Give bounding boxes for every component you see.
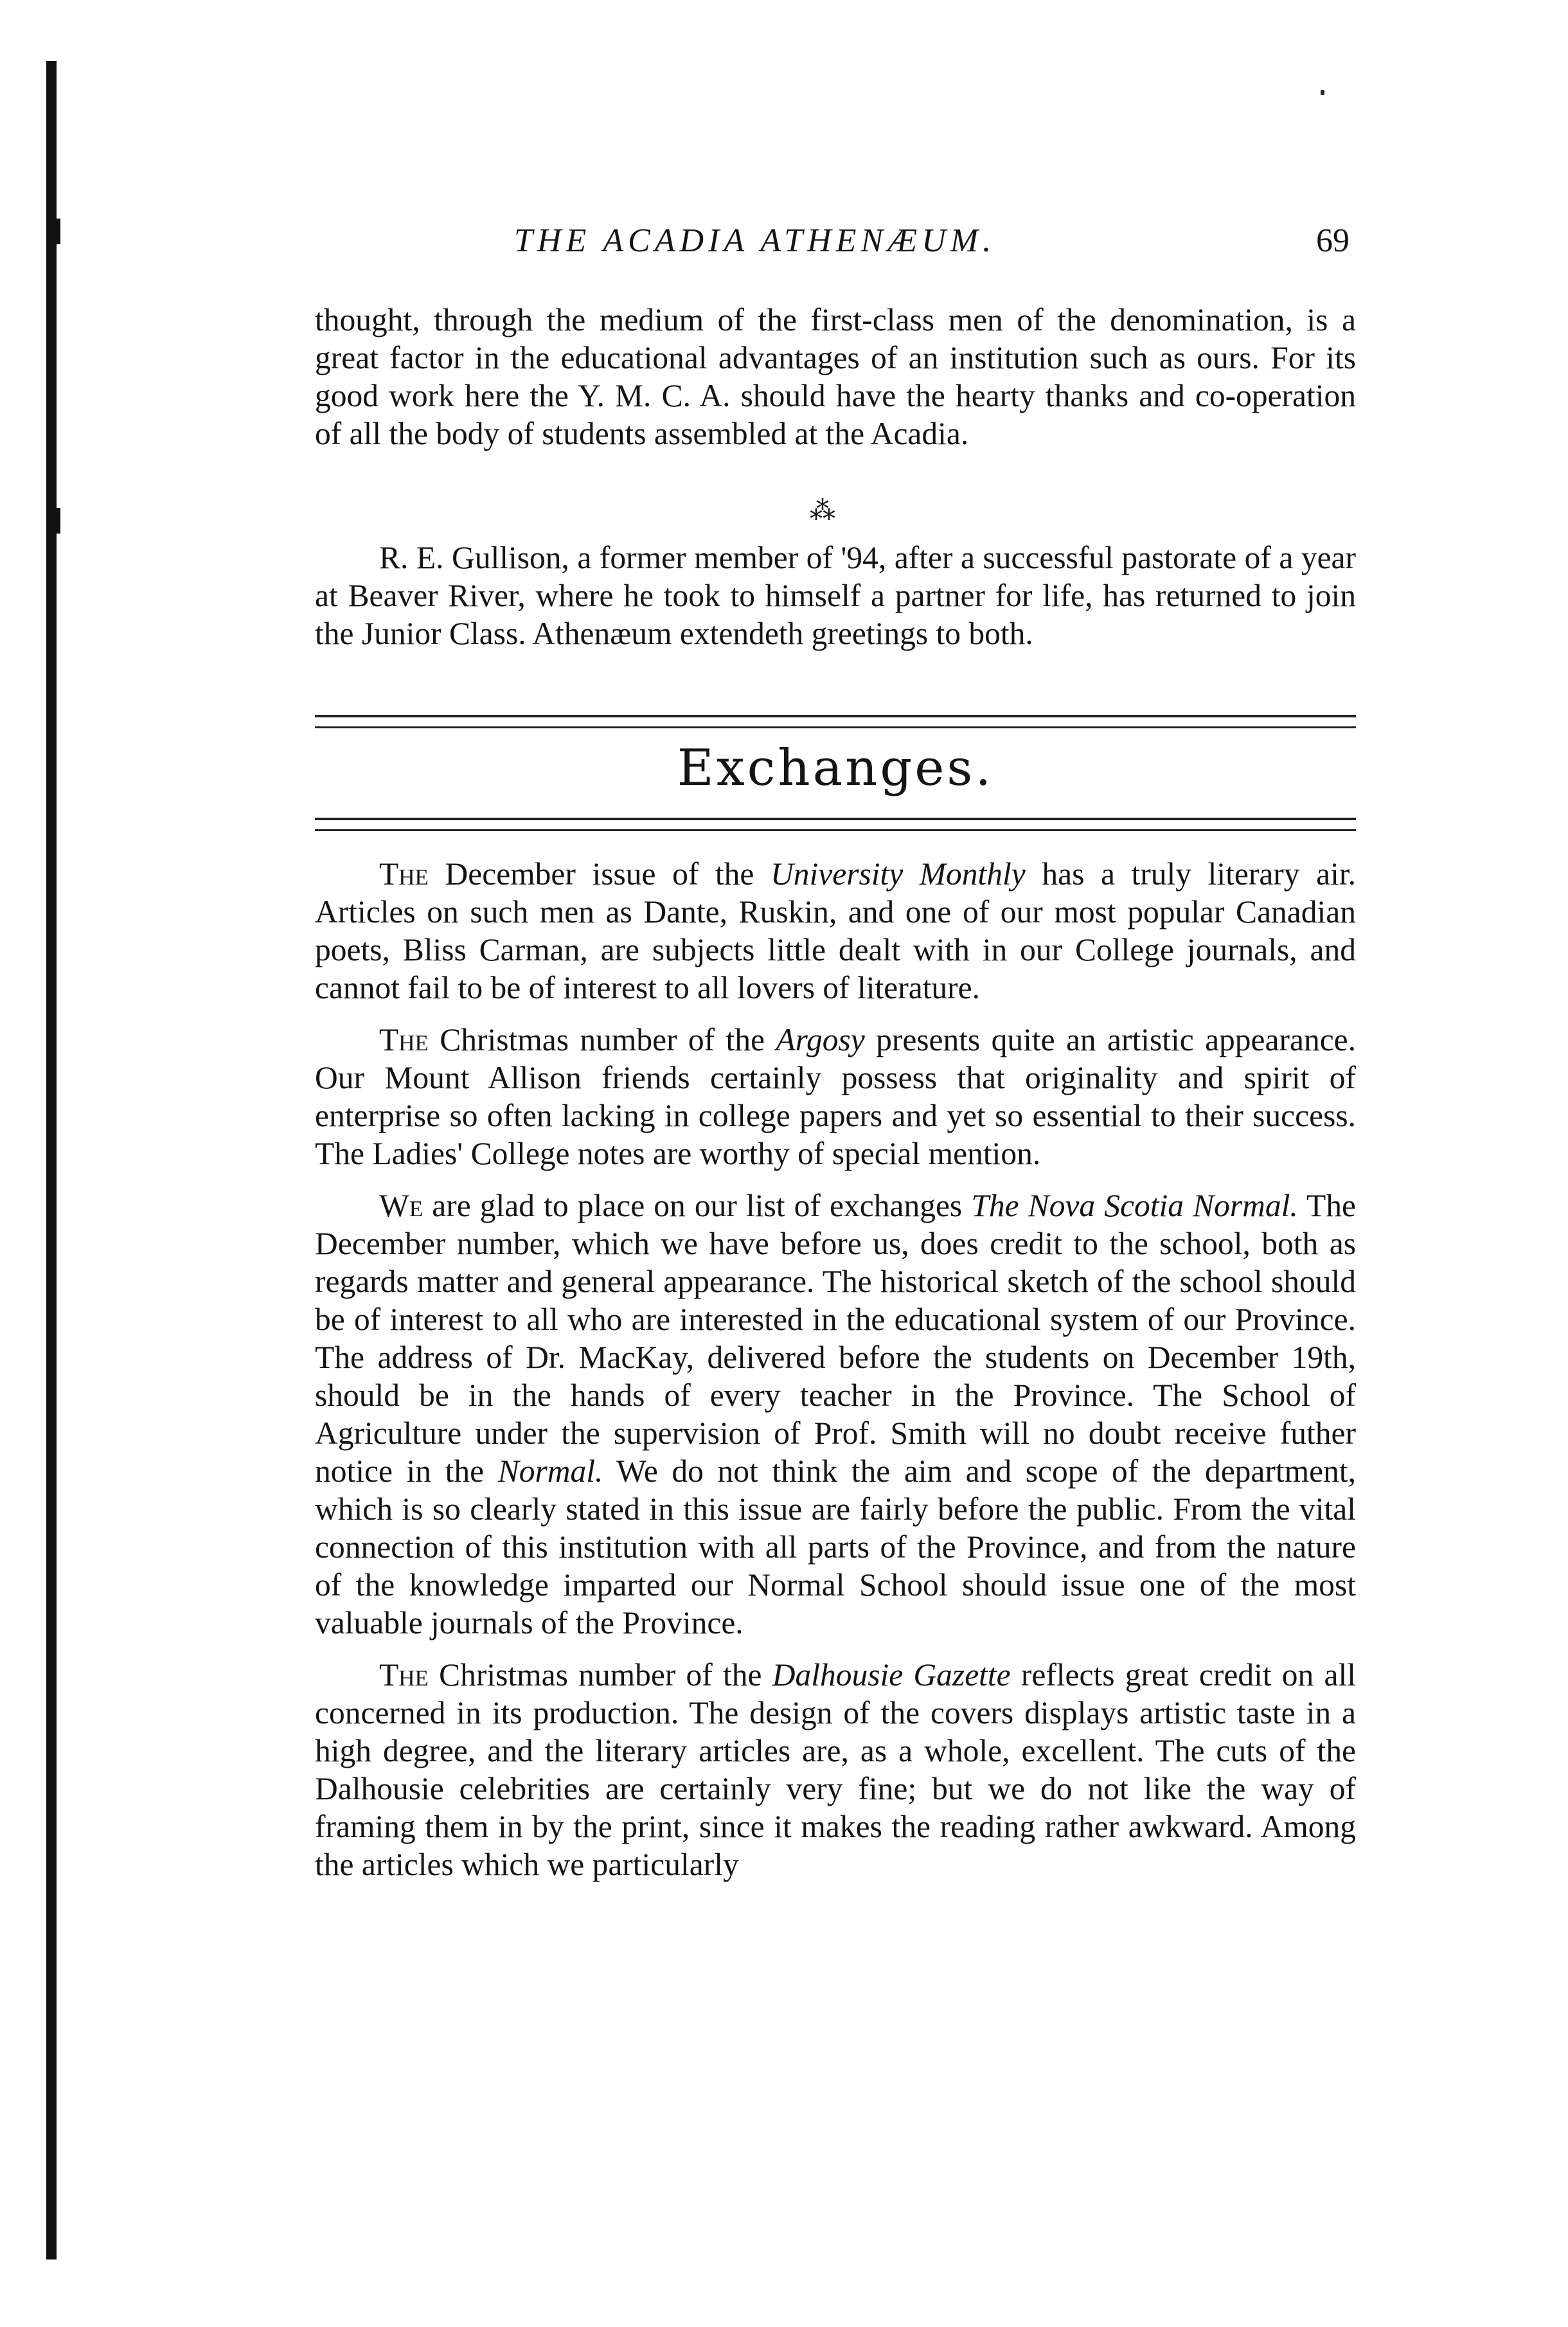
section-rule-bottom	[315, 818, 1356, 831]
running-title: THE ACADIA ATHENÆUM.	[514, 222, 996, 259]
paragraph-university-monthly	[315, 855, 1356, 1007]
paragraph-text: presents quite an artistic appearance. Our Mount Allison friends certainly possess that originality and spirit of enterprise so often lacking in college papers and yet so essential to their success. The Ladies' College notes are worthy of special mention.	[315, 1022, 1357, 1171]
section-rule-top	[315, 715, 1356, 728]
paragraph-text: Christmas number of the	[428, 1022, 776, 1057]
scan-speck	[1321, 90, 1324, 95]
journal-title: The Nova Scotia Normal.	[971, 1188, 1298, 1223]
paragraph-gullison	[315, 539, 1356, 652]
paragraph-text: The December number, which we have before us, does credit to the school, both as regards matter and general appearance. The historical sketch of the school should be of interest to all who are interested in the educational system of our Province. The address of Dr. MacKay, delivered before the students on December 19th, should be in the hands of every teacher in the Province. The School of Agriculture under the supervision of Prof. Smith will no doubt receive futher notice in the	[315, 1188, 1356, 1489]
lead-word: The	[379, 856, 429, 892]
asterism-divider: ⁂	[810, 496, 835, 525]
scan-edge-mark	[57, 508, 60, 534]
journal-title: Dalhousie Gazette	[772, 1657, 1011, 1693]
lead-word: The	[379, 1657, 429, 1693]
paragraph-text: Christmas number of the	[428, 1657, 772, 1693]
journal-title: University Monthly	[771, 856, 1026, 892]
paragraph-nova-scotia-normal	[315, 1187, 1356, 1642]
journal-title: Normal.	[497, 1453, 603, 1489]
paragraph-text: thought, through the medium of the first-class men of the denomination, is a great factor in the educational advantages of an institution such as ours. For its good work here the Y. M. C. A. should have the hearty thanks and co-operation of all the body of students assembled at the Acadia.	[315, 302, 1356, 451]
scan-edge-mark	[57, 219, 60, 244]
paragraph-argosy	[315, 1021, 1356, 1172]
lead-word: We	[379, 1188, 423, 1223]
running-head	[321, 222, 1350, 273]
lead-word: The	[379, 1022, 429, 1057]
paragraph-text: We do not think the aim and scope of the department, which is so clearly stated in this issue are fairly before the public. From the vital connection of this institution with all parts of the Province, and from the nature of the knowledge imparted our Normal School should issue one of the most valuable journals of the Province.	[315, 1453, 1356, 1640]
paragraph-continuation	[315, 301, 1356, 453]
journal-title: Argosy	[776, 1022, 865, 1057]
section-heading: Exchanges.	[677, 739, 994, 797]
paragraph-text: December issue of the	[428, 856, 771, 892]
exchanges-body	[315, 855, 1356, 1883]
paragraph-text: reflects great credit on all concerned in its production. The design of the covers displays artistic taste in a high degree, and the literary articles are, as a whole, excellent. The cuts of the Dalhousie celebrities are certainly very fine; but we do not like the way of framing them in by the print, since it makes the reading rather awkward. Among the articles which we particularly	[315, 1657, 1357, 1882]
paragraph-text: R. E. Gullison, a former member of '94, after a successful pastorate of a year at Beaver River, where he took to himself a partner for life, has returned to join the Junior Class. Athenæum extendeth greetings to both.	[315, 540, 1356, 651]
paragraph-text: has a truly literary air. Articles on such men as Dante, Ruskin, and one of our most popular Canadian poets, Bliss Carman, are subjects little dealt with in our College journals, and cannot fail to be of interest to all lovers of literature.	[315, 856, 1356, 1005]
paragraph-dalhousie-gazette	[315, 1656, 1356, 1883]
scan-edge-bar	[46, 61, 57, 2260]
paragraph-text: are glad to place on our list of exchanges	[423, 1188, 972, 1223]
page-number: 69	[1316, 222, 1350, 259]
